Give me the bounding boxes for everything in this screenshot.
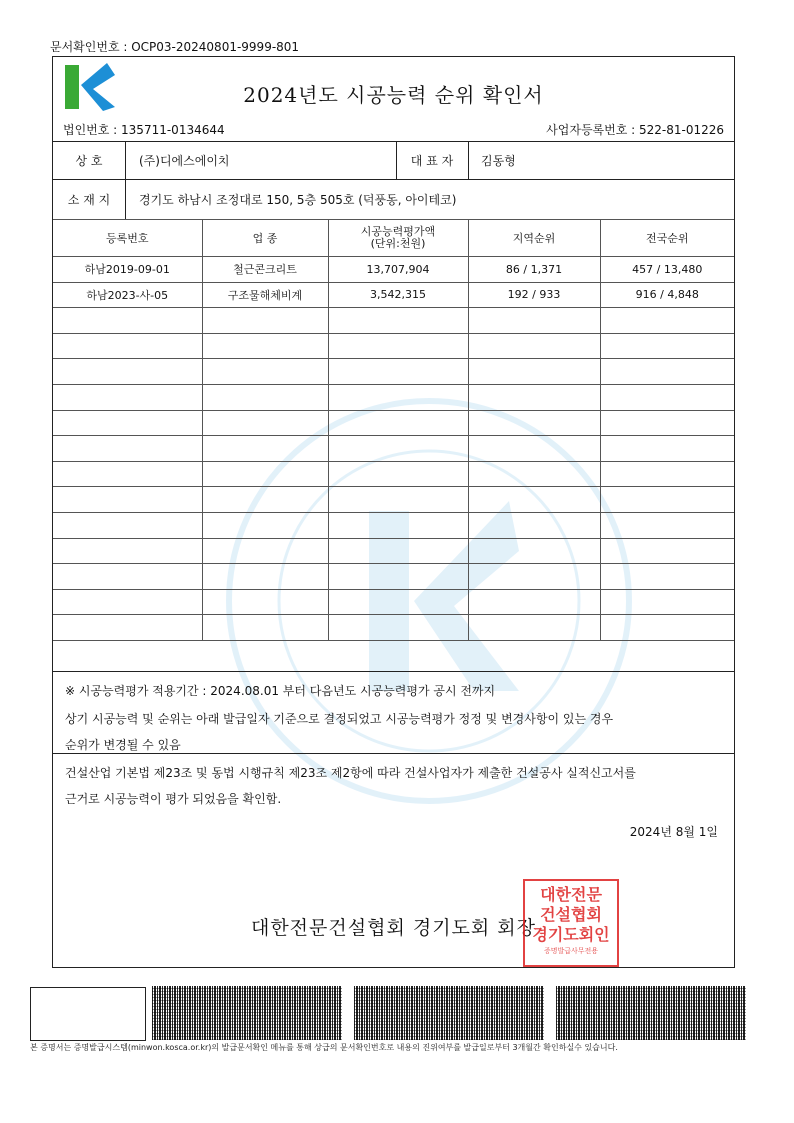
- empty-cell: [600, 333, 734, 359]
- regional-rank: 192 / 933: [468, 282, 600, 308]
- empty-cell: [202, 410, 328, 436]
- empty-cell: [328, 384, 468, 410]
- empty-table-row: [53, 461, 734, 487]
- empty-cell: [468, 564, 600, 590]
- ranking-table: [53, 219, 734, 641]
- company-name: (주)디에스에이치: [139, 154, 230, 168]
- empty-cell: [202, 384, 328, 410]
- header-national-rank: 전국순위: [600, 220, 734, 257]
- document-title: 2024년도 시공능력 순위 확인서: [243, 83, 544, 107]
- company-label: 상 호: [75, 154, 103, 168]
- empty-cell: [600, 512, 734, 538]
- empty-cell: [600, 308, 734, 334]
- empty-cell: [328, 564, 468, 590]
- empty-cell: [600, 410, 734, 436]
- empty-cell: [53, 589, 202, 615]
- document-check-number: 문서확인번호 : OCP03-20240801-9999-801: [50, 40, 300, 54]
- address-value: 경기도 하남시 조정대로 150, 5층 505호 (덕풍동, 아이테코): [139, 193, 457, 207]
- certificate-frame: [52, 56, 735, 968]
- empty-cell: [468, 333, 600, 359]
- empty-cell: [600, 384, 734, 410]
- ceo-label: 대 표 자: [410, 154, 454, 168]
- empty-cell: [53, 359, 202, 385]
- table-header-row: [53, 220, 734, 257]
- notes-section: [53, 671, 734, 763]
- empty-table-row: [53, 589, 734, 615]
- empty-cell: [202, 615, 328, 641]
- empty-cell: [53, 538, 202, 564]
- issuer-name: 대한전문건설협회 경기도회 회장: [250, 917, 537, 939]
- regional-rank: 86 / 1,371: [468, 257, 600, 283]
- industry: 구조물해체비계: [202, 282, 328, 308]
- header-registration-no: 등록번호: [53, 220, 202, 257]
- empty-cell: [468, 589, 600, 615]
- empty-cell: [328, 512, 468, 538]
- empty-cell: [468, 461, 600, 487]
- empty-cell: [468, 308, 600, 334]
- 2d-barcode: [354, 986, 544, 1040]
- empty-cell: [202, 487, 328, 513]
- legal-basis-text: 건설산업 기본법 제23조 및 동법 시행규칙 제23조 제2항에 따라 건설사업자가 제출한 건설공사 실적신고서를: [65, 766, 636, 780]
- empty-cell: [53, 333, 202, 359]
- empty-cell: [600, 359, 734, 385]
- empty-cell: [328, 538, 468, 564]
- industry: 철근콘크리트: [202, 257, 328, 283]
- header-industry: 업 종: [202, 220, 328, 257]
- empty-cell: [202, 308, 328, 334]
- empty-cell: [600, 461, 734, 487]
- empty-cell: [328, 359, 468, 385]
- empty-cell: [328, 333, 468, 359]
- empty-cell: [202, 359, 328, 385]
- empty-cell: [202, 461, 328, 487]
- business-registration-number: 사업자등록번호 : 522-81-01226: [546, 123, 724, 137]
- empty-cell: [468, 538, 600, 564]
- empty-cell: [468, 436, 600, 462]
- address-row: [53, 179, 734, 219]
- 2d-barcode: [152, 986, 342, 1040]
- registration-no: 하남2023-사-05: [53, 282, 202, 308]
- ranking-change-note: 상기 시공능력 및 순위는 아래 발급일자 기준으로 결정되었고 시공능력평가 정정 및 변경사항이 있는 경우: [65, 712, 614, 726]
- header-evaluation-amount: 시공능력평가액 (단위:천원): [328, 220, 468, 257]
- empty-cell: [328, 589, 468, 615]
- evaluation-amount: 13,707,904: [328, 257, 468, 283]
- empty-cell: [328, 410, 468, 436]
- empty-table-row: [53, 487, 734, 513]
- empty-cell: [202, 564, 328, 590]
- empty-table-row: [53, 308, 734, 334]
- seal-caption: 증명발급사무전용: [543, 947, 599, 955]
- legal-basis-text-cont: 근거로 시공능력이 평가 되었음을 확인함.: [65, 792, 282, 806]
- national-rank: 457 / 13,480: [600, 257, 734, 283]
- empty-table-row: [53, 410, 734, 436]
- empty-cell: [328, 461, 468, 487]
- empty-cell: [53, 615, 202, 641]
- empty-cell: [328, 615, 468, 641]
- empty-table-row: [53, 359, 734, 385]
- empty-cell: [328, 487, 468, 513]
- empty-cell: [468, 384, 600, 410]
- seal-line: 경기도회인: [532, 925, 610, 944]
- corporate-registration-number: 법인번호 : 135711-0134644: [63, 123, 225, 137]
- empty-cell: [53, 512, 202, 538]
- empty-cell: [600, 487, 734, 513]
- empty-cell: [53, 410, 202, 436]
- empty-cell: [328, 308, 468, 334]
- official-seal: [523, 879, 619, 967]
- validity-period-note: ※ 시공능력평가 적용기간 : 2024.08.01 부터 다음년도 시공능력평가 공시 전까지: [65, 684, 496, 698]
- verification-footer: 본 증명서는 증명발급시스템(minwon.kosca.or.kr)의 발급문서확인 메뉴를 통해 상급의 문서확인번호로 내용의 진위여부를 발급일로부터 3개월간 확인하실수 있습니다.: [30, 1043, 618, 1052]
- ranking-change-note-cont: 순위가 변경될 수 있음: [65, 738, 181, 752]
- empty-table-row: [53, 384, 734, 410]
- empty-table-row: [53, 538, 734, 564]
- empty-cell: [53, 436, 202, 462]
- company-row: [53, 141, 734, 179]
- empty-cell: [202, 512, 328, 538]
- 2d-barcode: [556, 986, 746, 1040]
- empty-cell: [468, 512, 600, 538]
- registration-no: 하남2019-09-01: [53, 257, 202, 283]
- empty-cell: [202, 589, 328, 615]
- empty-cell: [600, 436, 734, 462]
- empty-cell: [53, 384, 202, 410]
- empty-cell: [202, 538, 328, 564]
- empty-cell: [53, 308, 202, 334]
- empty-table-row: [53, 512, 734, 538]
- evaluation-amount: 3,542,315: [328, 282, 468, 308]
- national-rank: 916 / 4,848: [600, 282, 734, 308]
- ceo-name: 김동형: [481, 154, 516, 168]
- empty-cell: [468, 487, 600, 513]
- empty-cell: [600, 589, 734, 615]
- empty-cell: [53, 461, 202, 487]
- empty-table-row: [53, 615, 734, 641]
- empty-cell: [328, 436, 468, 462]
- seal-line: 건설협회: [540, 905, 602, 924]
- empty-cell: [468, 359, 600, 385]
- empty-cell: [202, 333, 328, 359]
- header-regional-rank: 지역순위: [468, 220, 600, 257]
- empty-cell: [53, 564, 202, 590]
- empty-table-row: [53, 436, 734, 462]
- empty-cell: [600, 615, 734, 641]
- empty-cell: [53, 487, 202, 513]
- empty-table-row: [53, 333, 734, 359]
- empty-cell: [600, 538, 734, 564]
- issue-date: 2024년 8월 1일: [629, 825, 718, 839]
- seal-line: 대한전문: [540, 885, 602, 904]
- empty-table-row: [53, 564, 734, 590]
- empty-cell: [468, 410, 600, 436]
- table-row: [53, 257, 734, 283]
- empty-cell: [600, 564, 734, 590]
- address-label: 소 재 지: [67, 193, 111, 207]
- empty-cell: [202, 436, 328, 462]
- blank-box: [30, 987, 146, 1041]
- table-row: [53, 282, 734, 308]
- empty-cell: [468, 615, 600, 641]
